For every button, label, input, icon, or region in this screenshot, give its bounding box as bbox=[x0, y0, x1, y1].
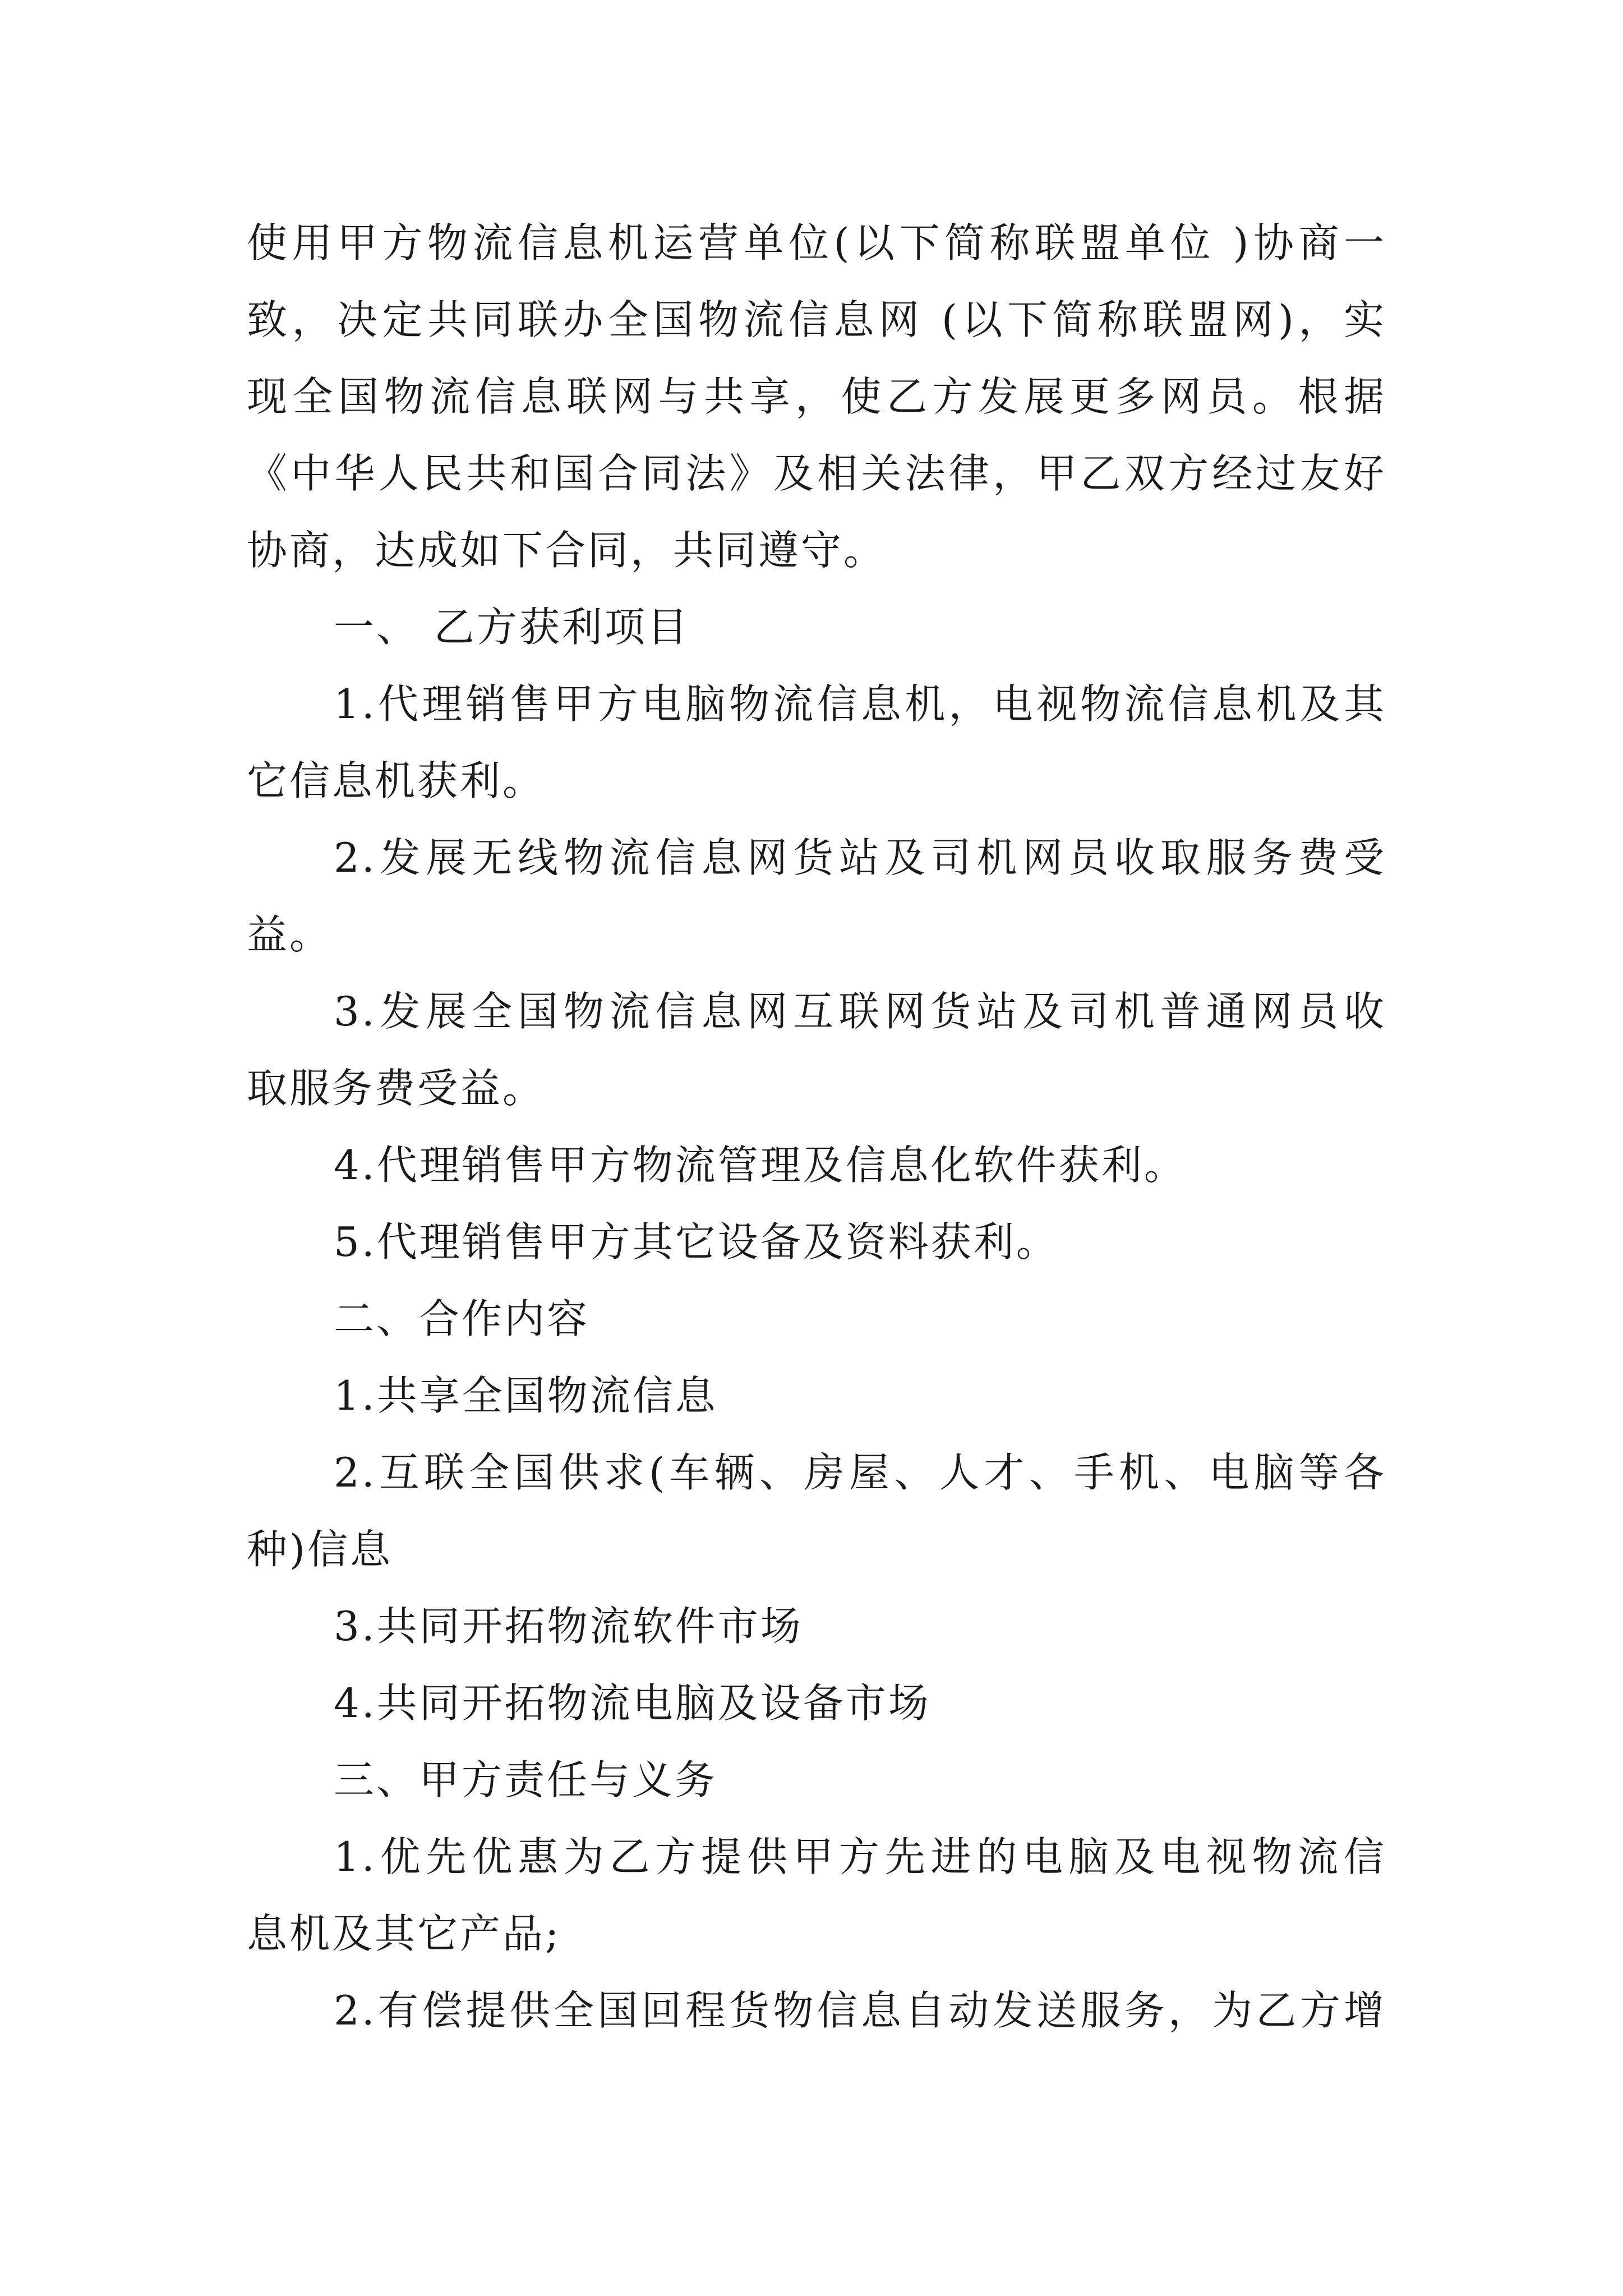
text-line: 益。 bbox=[247, 911, 333, 958]
list-item: 5.代理销售甲方其它设备及资料获利。 bbox=[334, 1218, 1059, 1266]
section-heading: 一、 乙方获利项目 bbox=[334, 604, 690, 651]
text-line: 取服务费受益。 bbox=[247, 1065, 546, 1112]
text-line: 协商，达成如下合同，共同遵守。 bbox=[247, 527, 887, 574]
section-heading: 三、甲方责任与义务 bbox=[334, 1756, 718, 1803]
list-item: 3.共同开拓物流软件市场 bbox=[334, 1603, 803, 1650]
list-item: 2.发展无线物流信息网货站及司机网员收取服务费受 bbox=[334, 834, 1386, 881]
text-line: 它信息机获利。 bbox=[247, 757, 546, 804]
list-item: 1.共享全国物流信息 bbox=[334, 1372, 718, 1419]
list-item: 1.优先优惠为乙方提供甲方先进的电脑及电视物流信 bbox=[334, 1833, 1386, 1880]
section-heading: 二、合作内容 bbox=[334, 1295, 590, 1342]
list-item: 4.代理销售甲方物流管理及信息化软件获利。 bbox=[334, 1142, 1187, 1189]
text-line: 息机及其它产品; bbox=[247, 1910, 561, 1957]
list-item: 2.有偿提供全国回程货物信息自动发送服务，为乙方增 bbox=[334, 1987, 1386, 2034]
text-line: 《中华人民共和国合同法》及相关法律，甲乙双方经过友好 bbox=[247, 450, 1386, 497]
text-line: 使用甲方物流信息机运营单位(以下简称联盟单位 )协商一 bbox=[247, 219, 1386, 266]
list-item: 2.互联全国供求(车辆、房屋、人才、手机、电脑等各 bbox=[334, 1449, 1386, 1496]
contract-text bbox=[247, 205, 1386, 2049]
list-item: 4.共同开拓物流电脑及设备市场 bbox=[334, 1680, 931, 1727]
text-line: 致，决定共同联办全国物流信息网 (以下简称联盟网)，实 bbox=[247, 296, 1386, 343]
list-item: 3.发展全国物流信息网互联网货站及司机普通网员收 bbox=[334, 988, 1386, 1035]
text-line: 现全国物流信息联网与共享，使乙方发展更多网员。根据 bbox=[247, 373, 1386, 420]
list-item: 1.代理销售甲方电脑物流信息机，电视物流信息机及其 bbox=[334, 680, 1386, 728]
text-line: 种)信息 bbox=[247, 1526, 393, 1573]
